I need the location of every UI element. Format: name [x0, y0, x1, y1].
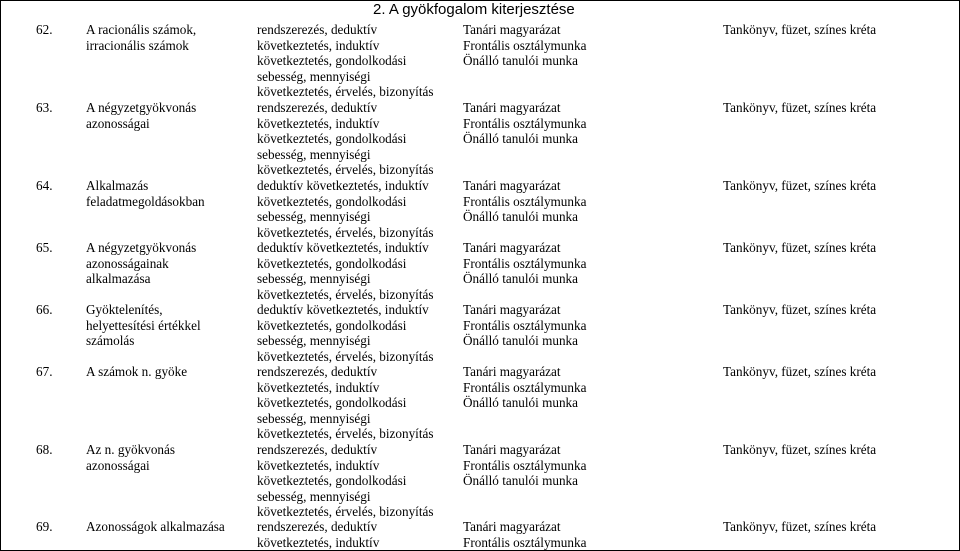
cell-line: helyettesítési értékkel: [86, 317, 201, 333]
cell-line: sebesség, mennyiségi: [257, 333, 371, 349]
cell-line: Önálló tanulói munka: [463, 131, 579, 147]
cell-line: Frontális osztálymunka: [463, 457, 587, 473]
tools: Tankönyv, füzet, színes kréta: [723, 519, 877, 534]
table-border-left: [0, 0, 1, 551]
lesson-number: 65.: [36, 240, 53, 255]
cell-line: Frontális osztálymunka: [463, 255, 587, 271]
cell-line: Önálló tanulói munka: [463, 333, 579, 349]
cell-line: Tanári magyarázat: [463, 364, 561, 379]
cell-line: azonosságainak: [86, 255, 169, 271]
cell-line: sebesség, mennyiségi: [257, 68, 371, 84]
lesson-topic: [86, 302, 246, 349]
cell-line: következtetés, gondolkodási: [257, 473, 407, 489]
cell-line: következtetés, érvelés, bizonyítás: [257, 504, 434, 520]
cell-line: következtetés, érvelés, bizonyítás: [257, 224, 434, 240]
cell-line: Frontális osztálymunka: [463, 115, 587, 131]
cell-line: következtetés, gondolkodási: [257, 131, 407, 147]
cell-line: Gyöktelenítés,: [86, 302, 163, 317]
cell-line: Tanári magyarázat: [463, 178, 561, 193]
cell-line: A négyzetgyökvonás: [86, 240, 197, 255]
cell-line: Önálló tanulói munka: [463, 395, 579, 411]
methods: [463, 22, 623, 69]
cell-line: Önálló tanulói munka: [463, 209, 579, 225]
competencies: [257, 178, 452, 240]
cell-line: deduktív következtetés, induktív: [257, 178, 429, 193]
cell-line: következtetés, érvelés, bizonyítás: [257, 162, 434, 178]
tools: Tankönyv, füzet, színes kréta: [723, 302, 877, 317]
tools: Tankönyv, füzet, színes kréta: [723, 442, 877, 457]
cell-line: Frontális osztálymunka: [463, 379, 587, 395]
cell-line: Tanári magyarázat: [463, 519, 561, 534]
cell-line: rendszerezés, deduktív: [257, 100, 378, 115]
tools: Tankönyv, füzet, színes kréta: [723, 364, 877, 379]
cell-line: következtetés, gondolkodási: [257, 193, 407, 209]
cell-line: következtetés, induktív: [257, 115, 380, 131]
cell-line: Frontális osztálymunka: [463, 193, 587, 209]
competencies: [257, 240, 452, 302]
cell-line: következtetés, induktív: [257, 379, 380, 395]
cell-line: következtetés, érvelés, bizonyítás: [257, 348, 434, 364]
cell-line: Tanári magyarázat: [463, 240, 561, 255]
lesson-topic: [86, 442, 246, 473]
cell-line: Tanári magyarázat: [463, 442, 561, 457]
cell-line: deduktív következtetés, induktív: [257, 240, 429, 255]
cell-line: A négyzetgyökvonás: [86, 100, 197, 115]
lesson-topic: [86, 519, 266, 535]
section-title: 2. A gyökfogalom kiterjesztése: [373, 1, 575, 18]
cell-line: következtetés, gondolkodási: [257, 255, 407, 271]
cell-line: számolás: [86, 333, 135, 349]
cell-line: Önálló tanulói munka: [463, 473, 579, 489]
cell-line: sebesség, mennyiségi: [257, 410, 371, 426]
lesson-topic: [86, 178, 246, 209]
cell-line: Alkalmazás: [86, 178, 149, 193]
competencies: [257, 519, 452, 550]
cell-line: Frontális osztálymunka: [463, 317, 587, 333]
lesson-number: 68.: [36, 442, 53, 457]
competencies: [257, 302, 452, 364]
methods: [463, 178, 623, 225]
lesson-number: 64.: [36, 178, 53, 193]
methods: [463, 442, 623, 489]
cell-line: Frontális osztálymunka: [463, 534, 587, 550]
cell-line: sebesség, mennyiségi: [257, 488, 371, 504]
lesson-topic: [86, 364, 266, 380]
cell-line: következtetés, induktív: [257, 534, 380, 550]
methods: [463, 302, 623, 349]
lesson-topic: [86, 100, 246, 131]
cell-line: rendszerezés, deduktív: [257, 519, 378, 534]
cell-line: alkalmazása: [86, 271, 151, 287]
cell-line: A racionális számok,: [86, 22, 197, 37]
cell-line: rendszerezés, deduktív: [257, 22, 378, 37]
cell-line: Tanári magyarázat: [463, 22, 561, 37]
lesson-topic: [86, 240, 246, 287]
cell-line: sebesség, mennyiségi: [257, 271, 371, 287]
tools: Tankönyv, füzet, színes kréta: [723, 100, 877, 115]
cell-line: sebesség, mennyiségi: [257, 146, 371, 162]
cell-line: deduktív következtetés, induktív: [257, 302, 429, 317]
methods: [463, 364, 623, 411]
competencies: [257, 364, 452, 442]
cell-line: azonosságai: [86, 457, 150, 473]
cell-line: következtetés, gondolkodási: [257, 395, 407, 411]
cell-line: Frontális osztálymunka: [463, 37, 587, 53]
cell-line: rendszerezés, deduktív: [257, 442, 378, 457]
tools: Tankönyv, füzet, színes kréta: [723, 22, 877, 37]
lesson-number: 66.: [36, 302, 53, 317]
tools: Tankönyv, füzet, színes kréta: [723, 178, 877, 193]
lesson-number: 62.: [36, 22, 53, 37]
cell-line: következtetés, gondolkodási: [257, 317, 407, 333]
cell-line: feladatmegoldásokban: [86, 193, 205, 209]
competencies: [257, 22, 452, 100]
competencies: [257, 100, 452, 178]
lesson-number: 67.: [36, 364, 53, 379]
lesson-topic: [86, 22, 246, 53]
cell-line: következtetés, induktív: [257, 457, 380, 473]
methods: [463, 519, 623, 550]
cell-line: rendszerezés, deduktív: [257, 364, 378, 379]
lesson-number: 69.: [36, 519, 53, 534]
tools: Tankönyv, füzet, színes kréta: [723, 240, 877, 255]
competencies: [257, 442, 452, 520]
cell-line: következtetés, induktív: [257, 37, 380, 53]
methods: [463, 240, 623, 287]
cell-line: Tanári magyarázat: [463, 100, 561, 115]
cell-line: Az n. gyökvonás: [86, 442, 176, 457]
cell-line: irracionális számok: [86, 37, 189, 53]
cell-line: következtetés, érvelés, bizonyítás: [257, 84, 434, 100]
cell-line: sebesség, mennyiségi: [257, 209, 371, 225]
cell-line: Önálló tanulói munka: [463, 53, 579, 69]
methods: [463, 100, 623, 147]
cell-line: Azonosságok alkalmazása: [86, 519, 225, 534]
cell-line: következtetés, érvelés, bizonyítás: [257, 286, 434, 302]
cell-line: Tanári magyarázat: [463, 302, 561, 317]
cell-line: következtetés, érvelés, bizonyítás: [257, 426, 434, 442]
cell-line: A számok n. gyöke: [86, 364, 188, 379]
lesson-number: 63.: [36, 100, 53, 115]
cell-line: következtetés, gondolkodási: [257, 53, 407, 69]
cell-line: Önálló tanulói munka: [463, 271, 579, 287]
cell-line: azonosságai: [86, 115, 150, 131]
